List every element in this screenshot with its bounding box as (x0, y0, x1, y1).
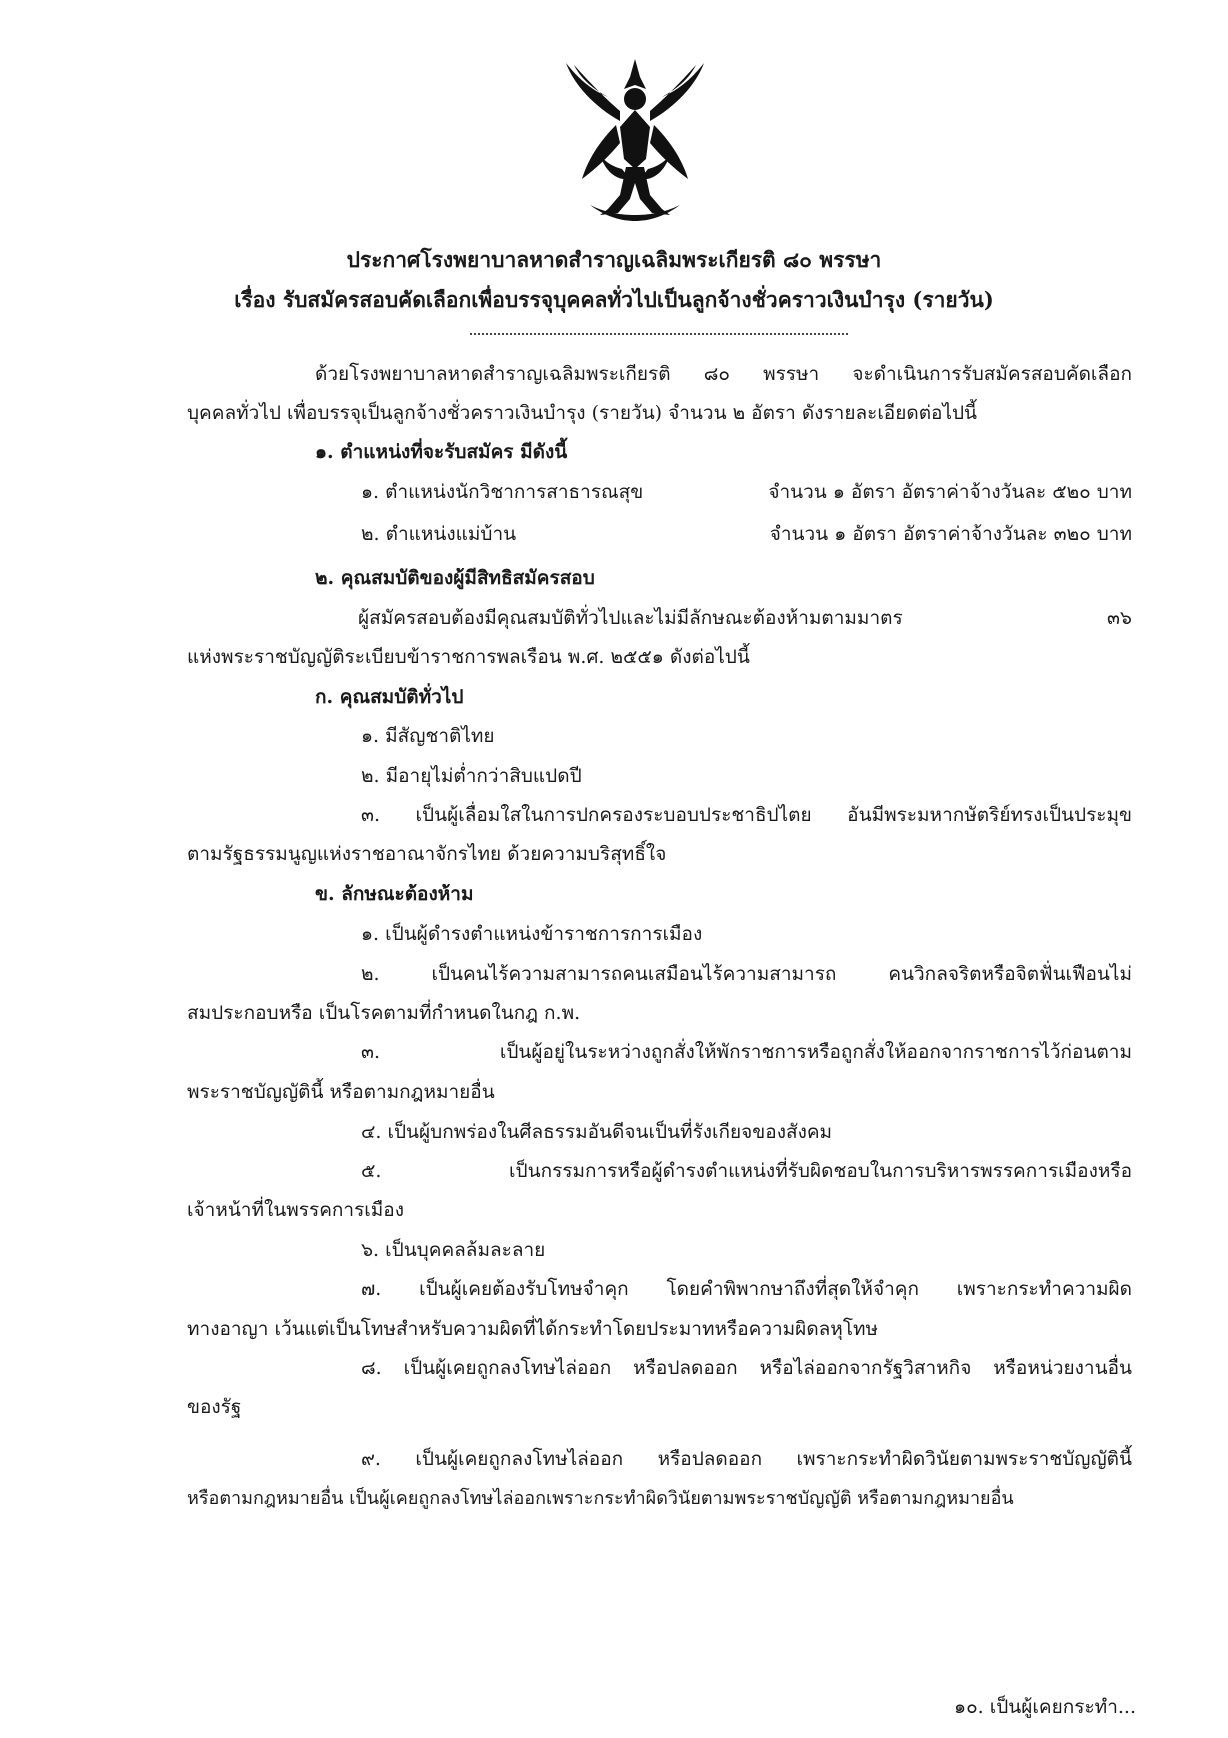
general-item-1: ๑. มีสัญชาติไทย (361, 725, 495, 747)
section-2-intro-line-2: แห่งพระราชบัญญัติระเบียบข้าราชการพลเรือน พ.ศ. ๒๕๕๑ ดังต่อไปนี้ (187, 646, 750, 668)
document-title-block (0, 240, 1228, 320)
section-2-intro-line-1: ผู้สมัครสอบต้องมีคุณสมบัติทั่วไปและไม่มีลักษณะต้องห้ามตามมาตร ๓๖ (358, 607, 1132, 629)
continuation-marker: ๑๐. เป็นผู้เคยกระทำ... (954, 1696, 1136, 1718)
position-2-detail: จำนวน ๑ อัตรา อัตราค่าจ้างวันละ ๓๒๐ บาท (769, 523, 1132, 545)
prohibited-item-4: ๔. เป็นผู้บกพร่องในศีลธรรมอันดีจนเป็นที่รังเกียจของสังคม (361, 1121, 833, 1143)
prohibited-heading: ข. ลักษณะต้องห้าม (315, 883, 474, 905)
intro-line-2: บุคคลทั่วไป เพื่อบรรจุเป็นลูกจ้างชั่วคราวเงินบำรุง (รายวัน) จำนวน ๒ อัตรา ดังรายละเอียดต่อไปนี้ (187, 402, 978, 424)
general-item-3-line-1: ๓. เป็นผู้เลื่อมใสในการปกครองระบอบประชาธิปไตย อันมีพระมหากษัตริย์ทรงเป็นประมุข (361, 804, 1132, 826)
announcement-subject: เรื่อง รับสมัครสอบคัดเลือกเพื่อบรรจุบุคคลทั่วไปเป็นลูกจ้างชั่วคราวเงินบำรุง (รายวัน) (234, 287, 994, 312)
position-1-detail: จำนวน ๑ อัตรา อัตราค่าจ้างวันละ ๕๒๐ บาท (768, 481, 1132, 503)
section-2-heading: ๒. คุณสมบัติของผู้มีสิทธิสมัครสอบ (315, 567, 595, 589)
prohibited-item-2-line-2: สมประกอบหรือ เป็นโรคตามที่กำหนดในกฎ ก.พ. (187, 1002, 581, 1024)
prohibited-item-3-line-2: พระราชบัญญัตินี้ หรือตามกฎหมายอื่น (187, 1081, 495, 1103)
prohibited-item-7-line-2: ทางอาญา เว้นแต่เป็นโทษสำหรับความผิดที่ได้กระทำโดยประมาทหรือความผิดลหุโทษ (187, 1318, 879, 1340)
announcement-title: ประกาศโรงพยาบาลหาดสำราญเฉลิมพระเกียรติ ๘๐ พรรษา (346, 247, 882, 272)
position-1-name: ๑. ตำแหน่งนักวิชาการสาธารณสุข (361, 481, 644, 503)
garuda-emblem (560, 55, 710, 223)
prohibited-item-1: ๑. เป็นผู้ดำรงตำแหน่งข้าราชการการเมือง (361, 923, 703, 945)
prohibited-item-9-line-1: ๙. เป็นผู้เคยถูกลงโทษไล่ออก หรือปลดออก เพราะกระทำผิดวินัยตามพระราชบัญญัตินี้ (361, 1448, 1132, 1470)
position-2-name: ๒. ตำแหน่งแม่บ้าน (361, 523, 517, 545)
general-item-3-line-2: ตามรัฐธรรมนูญแห่งราชอาณาจักรไทย ด้วยความบริสุทธิ์ใจ (187, 843, 667, 865)
section-1-heading: ๑. ตำแหน่งที่จะรับสมัคร มีดังนี้ (315, 441, 568, 463)
prohibited-item-2-line-1: ๒. เป็นคนไร้ความสามารถคนเสมือนไร้ความสามารถ คนวิกลจริตหรือจิตฟั่นเฟือนไม่ (361, 963, 1132, 985)
prohibited-item-5-line-1: ๕. เป็นกรรมการหรือผู้ดำรงตำแหน่งที่รับผิดชอบในการบริหารพรรคการเมืองหรือ (361, 1160, 1132, 1182)
title-divider (470, 333, 848, 335)
intro-line-1: ด้วยโรงพยาบาลหาดสำราญเฉลิมพระเกียรติ ๘๐ พรรษา จะดำเนินการรับสมัครสอบคัดเลือก (315, 363, 1132, 385)
prohibited-item-7-line-1: ๗. เป็นผู้เคยต้องรับโทษจำคุก โดยคำพิพากษาถึงที่สุดให้จำคุก เพราะกระทำความผิด (361, 1278, 1132, 1300)
prohibited-item-9-line-2: หรือตามกฎหมายอื่น เป็นผู้เคยถูกลงโทษไล่ออกเพราะกระทำผิดวินัยตามพระราชบัญญัติ หรือตามกฎหมายอื่น (187, 1488, 1014, 1509)
prohibited-item-8-line-2: ของรัฐ (187, 1396, 242, 1418)
general-qualifications-heading: ก. คุณสมบัติทั่วไป (315, 686, 464, 708)
prohibited-item-3-line-1: ๓. เป็นผู้อยู่ในระหว่างถูกสั่งให้พักราชการหรือถูกสั่งให้ออกจากราชการไว้ก่อนตาม (361, 1041, 1132, 1063)
general-item-2: ๒. มีอายุไม่ต่ำกว่าสิบแปดปี (361, 765, 582, 787)
prohibited-item-5-line-2: เจ้าหน้าที่ในพรรคการเมือง (187, 1199, 404, 1221)
prohibited-item-6: ๖. เป็นบุคคลล้มละลาย (361, 1239, 546, 1261)
prohibited-item-8-line-1: ๘. เป็นผู้เคยถูกลงโทษไล่ออก หรือปลดออก หรือไล่ออกจากรัฐวิสาหกิจ หรือหน่วยงานอื่น (361, 1357, 1132, 1379)
